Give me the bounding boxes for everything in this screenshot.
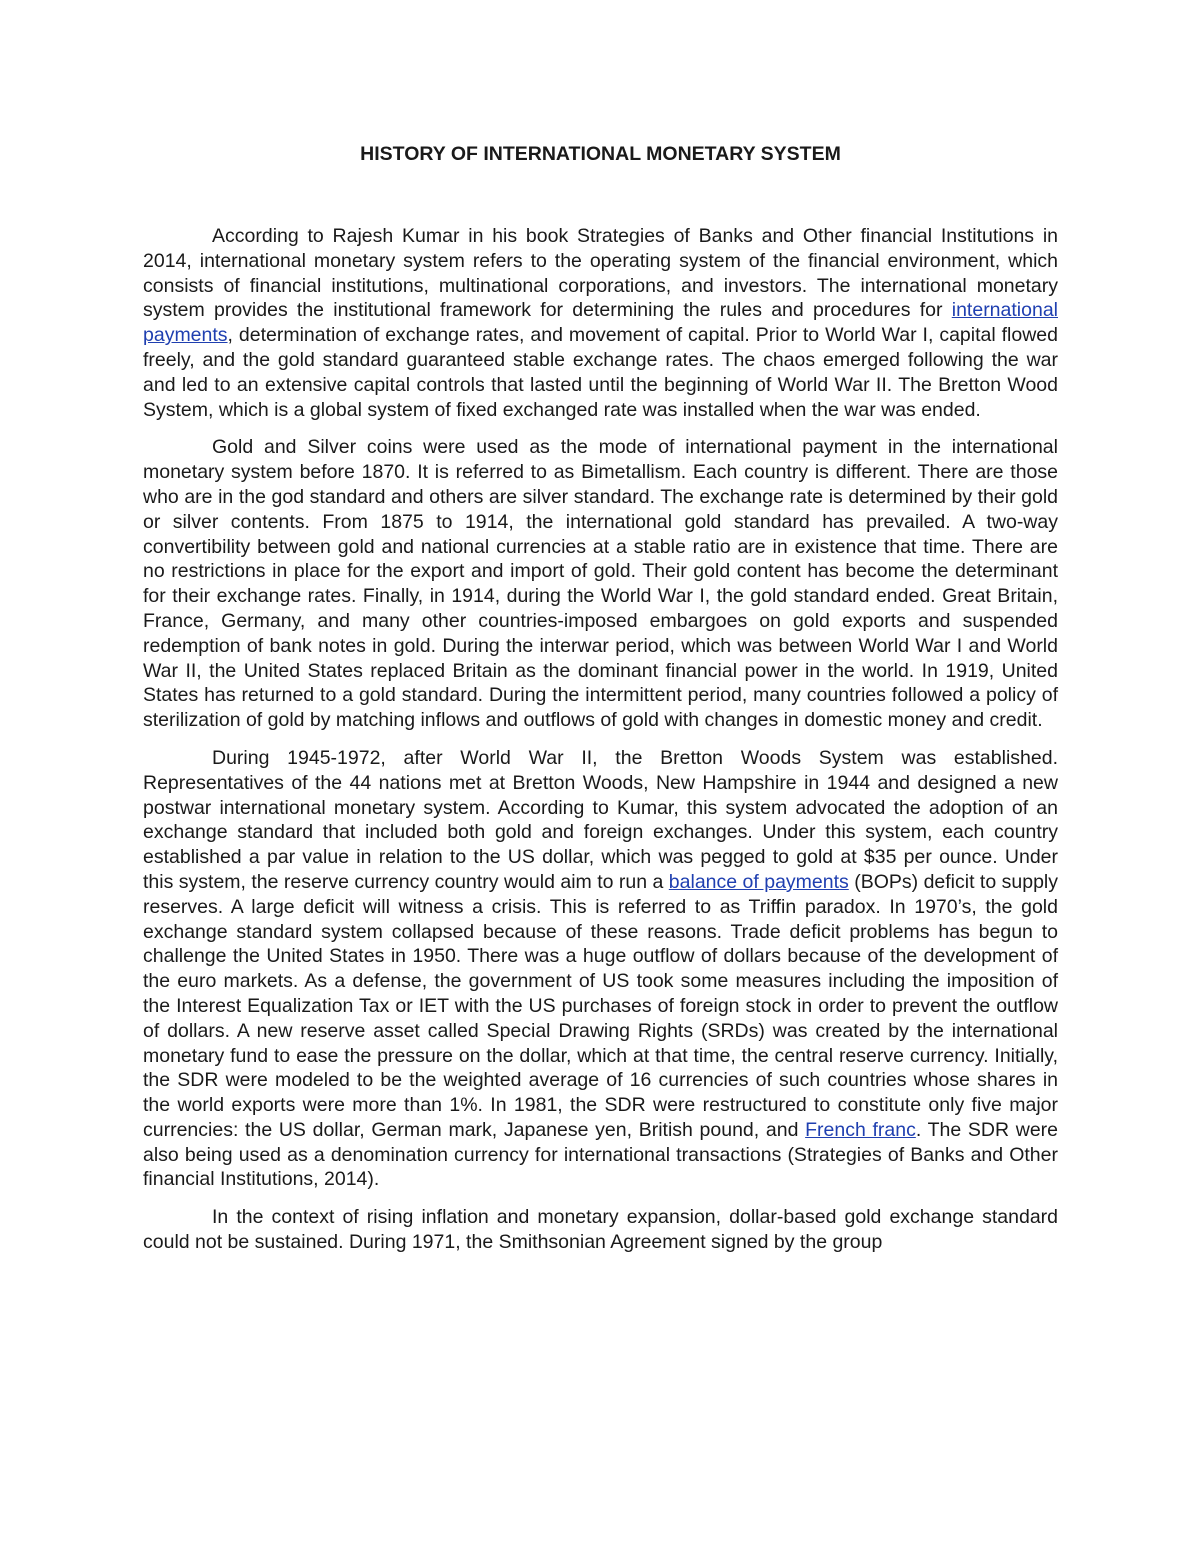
paragraph-3-text-c: . The SDR were also being used as a denomination currency for international transactions (Strategies of Banks and Other financial Institutions, 2014). <box>143 1118 1059 1191</box>
international-payments-link[interactable]: international payments <box>143 299 1058 347</box>
paragraph-1-text-b: , determination of exchange rates, and movement of capital. Prior to World War I, capital flowed freely, and the gold standard guaranteed stable exchange rates. The chaos emerged following the war and led to an extensive capital controls that lasted until the beginning of World War II. The Bretton Wood System, which is a global system of fixed exchanged rate was installed when the war was ended. <box>143 324 1058 421</box>
balance-of-payments-link[interactable]: balance of payments <box>668 870 849 893</box>
paragraph-1 <box>143 224 1058 422</box>
paragraph-3-text-b: (BOPs) deficit to supply reserves. A large deficit will witness a crisis. This is referred to as Triffin paradox. In 1970’s, the gold exchange standard system collapsed because of these reasons. Trade deficit problems has begun to challenge the United States in 1950. There was a huge outflow of dollars because of the development of the euro markets. As a defense, the government of US took some measures including the imposition of the Interest Equalization Tax or IET with the US purchases of foreign stock in order to prevent the outflow of dollars. A new reserve asset called Special Drawing Rights (SRDs) was created by the international monetary fund to ease the pressure on the dollar, which at that time, the central reserve currency. Initially, the SDR were modeled to be the weighted average of 16 currencies of such countries whose shares in the world exports were more than 1%. In 1981, the SDR were restructured to constitute only five major currencies: the US dollar, German mark, Japanese yen, British pound, and <box>143 870 1058 1141</box>
paragraph-4: In the context of rising inflation and monetary expansion, dollar-based gold exchange standard could not be sustained. During 1971, the Smithsonian Agreement signed by the group <box>143 1206 1058 1254</box>
paragraph-1-text-a: According to Rajesh Kumar in his book Strategies of Banks and Other financial Institutions in 2014, international monetary system refers to the operating system of the financial environment, which consists of financial institutions, multinational corporations, and investors. The international monetary system provides the institutional framework for determining the rules and procedures for <box>143 225 1058 322</box>
french-franc-link[interactable]: French franc <box>805 1118 916 1141</box>
paragraph-3 <box>143 746 1058 1192</box>
document-title: HISTORY OF INTERNATIONAL MONETARY SYSTEM <box>360 143 841 165</box>
paragraph-2: Gold and Silver coins were used as the mode of international payment in the international monetary system before 1870. It is referred to as Bimetallism. Each country is different. There are those who are in the god standard and others are silver standard. The exchange rate is determined by their gold or silver contents. From 1875 to 1914, the international gold standard has prevailed. A two-way convertibility between gold and national currencies at a stable ratio are in existence that time. There are no restrictions in place for the export and import of gold. Their gold content has become the determinant for their exchange rates. Finally, in 1914, during the World War I, the gold standard ended. Great Britain, France, Germany, and many other countries-imposed embargoes on gold exports and suspended redemption of bank notes in gold. During the interwar period, which was between World War I and World War II, the United States replaced Britain as the dominant financial power in the world. In 1919, United States has returned to a gold standard. During the intermittent period, many countries followed a policy of sterilization of gold by matching inflows and outflows of gold with changes in domestic money and credit. <box>143 436 1058 732</box>
paragraph-3-text-a: During 1945-1972, after World War II, the Bretton Woods System was established. Representatives of the 44 nations met at Bretton Woods, New Hampshire in 1944 and designed a new postwar international monetary system. According to Kumar, this system advocated the adoption of an exchange standard that included both gold and foreign exchanges. Under this system, each country established a par value in relation to the US dollar, which was pegged to gold at $35 per ounce. Under this system, the reserve currency country would aim to run a <box>143 746 1058 893</box>
document-page <box>143 140 1058 1268</box>
